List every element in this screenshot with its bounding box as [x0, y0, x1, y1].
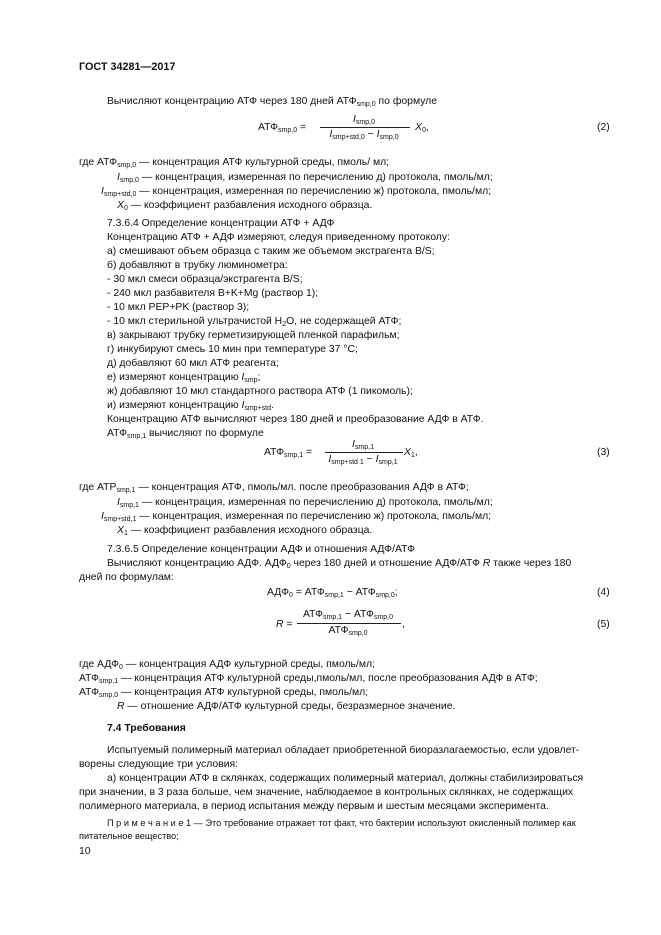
protocol-step: в) закрывают трубку герметизирующей пленкой парафильм;: [107, 330, 400, 341]
formula-5-number: (5): [597, 619, 610, 630]
formula-lead: $АТФ_{smp,1}$ вычисляют по формуле: [107, 428, 264, 440]
formula-3-number: (3): [597, 447, 610, 458]
formula-4-number: (4): [597, 587, 610, 598]
conclusion-line: Концентрацию АТФ вычисляют через 180 дней и преобразование АДФ в АТФ.: [107, 414, 484, 425]
protocol-step: д) добавляют 60 мкл АТФ реагента;: [107, 358, 279, 369]
subsection-title: 7.3.6.5 Определение концентрации АДФ и отношения АДФ/АТФ: [107, 544, 415, 555]
paragraph-line: дней по формулам:: [79, 572, 174, 583]
formula-2-fraction-bar: [320, 127, 410, 128]
formula-3-lhs: $АТФ_{smp,1}$ =: [264, 447, 313, 459]
definition-row: $X_0$ — коэффициент разбавления исходного образца.: [117, 200, 373, 212]
intro-paragraph: Вычисляют концентрацию АТФ через 180 дней $АТФ_{smp,0}$ по формуле: [107, 96, 438, 108]
paragraph-line: полимерного материала, в период испытания между первым и шестым месяцами эксперимента.: [79, 801, 549, 812]
protocol-step: ж) добавляют 10 мкл стандартного раствора АТФ (1 пикомоль);: [107, 386, 413, 397]
note-label: П р и м е ч а н и е: [107, 818, 184, 828]
formula-4-body: $АДФ_0 = АТФ_{smp,1} - АТФ_{smp,0}$;: [267, 587, 398, 599]
definition-row: $I_{smp+std,0}$ — концентрация, измеренная по перечислению ж) протокола, пмоль/мл;: [101, 186, 492, 198]
protocol-substep: - 10 мкл PEP+PK (раствор 3);: [107, 302, 250, 313]
note-line: П р и м е ч а н и е 1 — Это требование отражает тот факт, что бактерии используют окисленный полимер как: [107, 818, 576, 828]
protocol-substep: - 10 мкл стерильной ультрачистой $H_2O$, не содержащей АТФ;: [107, 316, 402, 328]
formula-5-end: ,: [402, 619, 405, 630]
formula-2-denominator: $I_{smp+std,0} - I_{smp,0}$: [329, 129, 399, 141]
protocol-step: а) смешивают объем образца с таким же объемом экстрагента B/S;: [107, 246, 435, 257]
protocol-step: е) измеряют концентрацию $I_{smp}$;: [107, 372, 261, 384]
formula-3-tail: $X_1$,: [404, 447, 418, 459]
formula-2-lhs: $АТФ_{smp,0}$ =: [258, 122, 307, 134]
paragraph-line: ворены следующие три условия:: [79, 759, 239, 770]
document-id: ГОСТ 34281—2017: [79, 61, 176, 73]
paragraph-line: Испытуемый полимерный материал обладает приобретенной биоразлагаемостью, если удовлет-: [107, 745, 580, 756]
definition-row: $АТФ_{smp,1}$ — концентрация АТФ культурной среды,пмоль/мл, после преобразования АДФ в АТФ;: [79, 673, 538, 685]
formula-5-lhs: R =: [276, 619, 293, 630]
definition-row: R — отношение АДФ/АТФ культурной среды, безразмерное значение.: [117, 701, 456, 712]
protocol-step: б) добавляют в трубку люминометра:: [107, 260, 288, 271]
protocol-substep: - 30 мкл смеси образца/экстрагента B/S;: [107, 274, 303, 285]
protocol-intro: Концентрацию АТФ + АДФ измеряют, следуя приведенному протоколу:: [107, 232, 450, 243]
paragraph-line: при значении, в 3 раза больше, чем значение, наблюдаемое в контрольных склянках, не содержащих: [79, 787, 574, 798]
page-number: 10: [79, 846, 91, 857]
subsection-title: 7.3.6.4 Определение концентрации АТФ + АДФ: [107, 218, 335, 229]
definition-row: где $АТФ_{smp,0}$ — концентрация АТФ культурной среды, пмоль/ мл;: [79, 157, 390, 169]
formula-5-fraction-bar: [297, 623, 401, 624]
protocol-step: и) измеряют концентрацию $I_{smp+std}$.: [107, 400, 274, 412]
definition-row: $АТФ_{smp,0}$ — концентрация АТФ культурной среды, пмоль/мл;: [79, 687, 369, 699]
definition-row: $I_{smp,1}$ — концентрация, измеренная по перечислению д) протокола, пмоль/мл;: [117, 497, 493, 509]
formula-2-tail: $X_0$,: [415, 122, 429, 134]
protocol-step: г) инкубируют смесь 10 мин при температуре 37 °С;: [107, 344, 358, 355]
formula-5-numerator: $АТФ_{smp,1} - АТФ_{smp,0}$: [302, 609, 394, 621]
formula-3-fraction-bar: [325, 452, 403, 453]
definition-row: $I_{smp+std,1}$ — концентрация, измеренная по перечислению ж) протокола, пмоль/мл;: [101, 511, 492, 523]
formula-5-denominator: $АТФ_{smp,0}$: [328, 625, 368, 637]
formula-2-number: (2): [597, 122, 610, 133]
formula-3-denominator: $I_{smp+std 1} - I_{smp,1}$: [328, 454, 398, 466]
definition-row: $X_1$ — коэффициент разбавления исходного образца.: [117, 525, 373, 537]
definition-row: где $АДФ_0$ — концентрация АДФ культурной среды, пмоль/мл;: [79, 659, 375, 671]
note-line: питательное вещество;: [79, 831, 179, 841]
definition-row: где $АТР_{smp,1}$ — концентрация АТФ, пмоль/мл. после преобразования АДФ в АТФ;: [79, 482, 469, 494]
section-heading: 7.4 Требования: [107, 723, 186, 734]
protocol-substep: - 240 мкл разбавителя В+K+Mg (раствор 1);: [107, 288, 319, 299]
formula-3-numerator: $I_{smp,1}$: [352, 439, 374, 451]
paragraph-line: Вычисляют концентрацию АДФ. $АДФ_0$ через 180 дней и отношение АДФ/АТФ R также через 180: [107, 558, 572, 570]
paragraph-line: а) концентрации АТФ в склянках, содержащих полимерный материал, должны стабилизироваться: [107, 773, 584, 784]
formula-2-numerator: $I_{smp,0}$: [353, 114, 375, 126]
definition-row: $I_{smp,0}$ — концентрация, измеренная по перечислению д) протокола, пмоль/мл;: [117, 172, 493, 184]
